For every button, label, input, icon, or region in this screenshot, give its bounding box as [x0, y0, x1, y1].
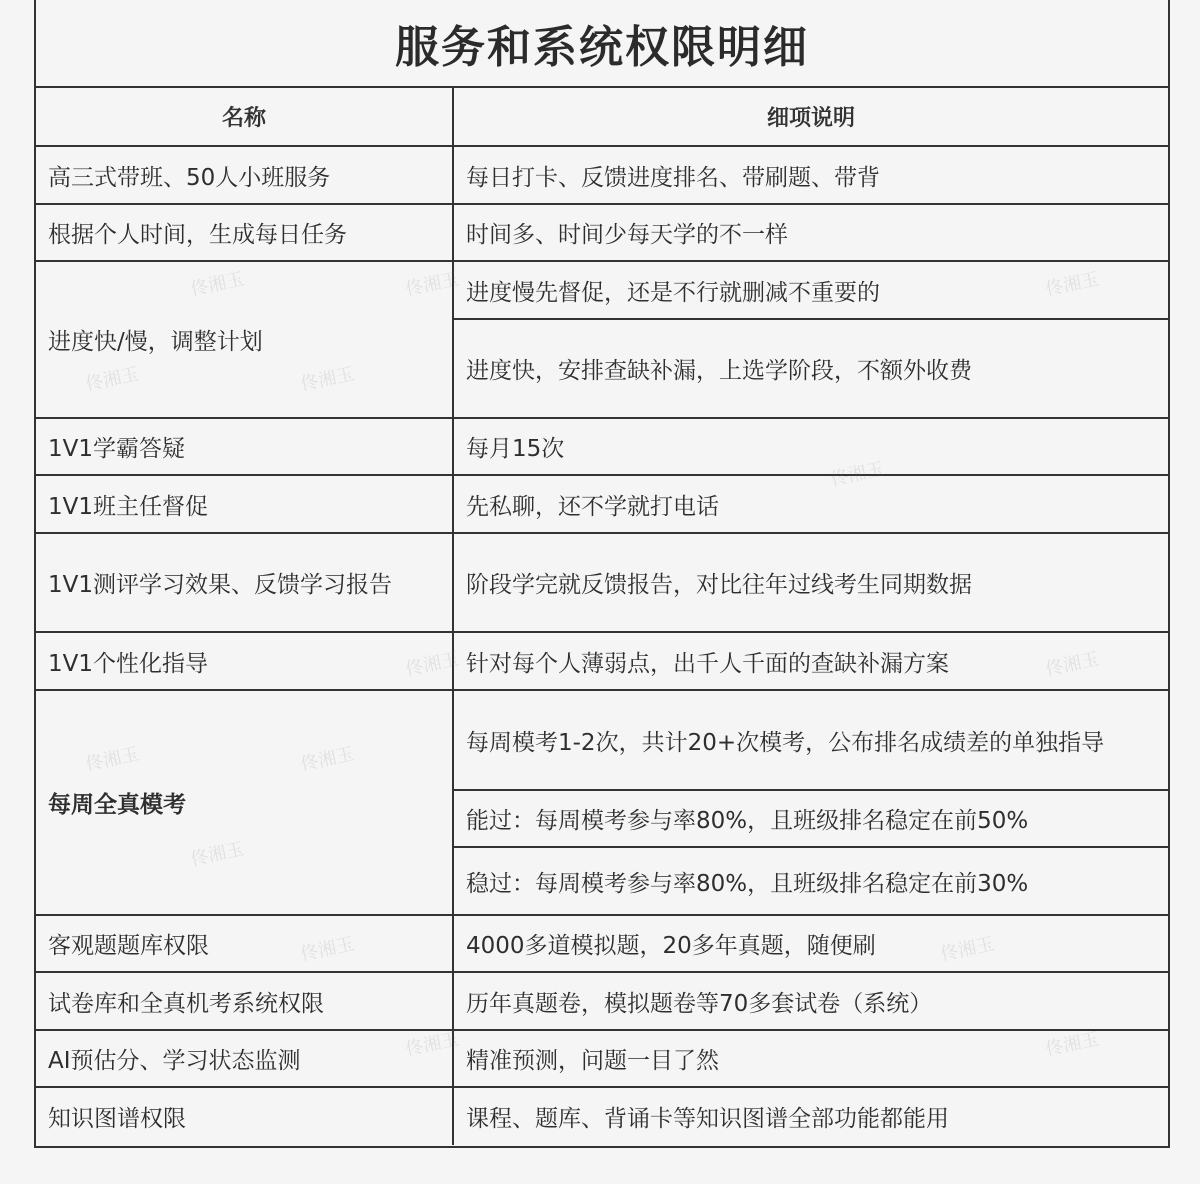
table-row	[36, 1087, 1168, 1145]
row-detail: 每周模考1-2次，共计20+次模考，公布排名成绩差的单独指导	[453, 690, 1168, 790]
row-detail: 每日打卡、反馈进度排名、带刷题、带背	[453, 146, 1168, 204]
table-row	[36, 146, 1168, 204]
table-row	[36, 690, 1168, 790]
row-name: 试卷库和全真机考系统权限	[36, 972, 453, 1030]
row-detail: 能过：每周模考参与率80%，且班级排名稳定在前50%	[453, 790, 1168, 847]
service-table	[36, 88, 1168, 1145]
row-name: 高三式带班、50人小班服务	[36, 146, 453, 204]
column-header-name: 名称	[36, 88, 453, 146]
row-detail: 阶段学完就反馈报告，对比往年过线考生同期数据	[453, 533, 1168, 632]
table-row	[36, 915, 1168, 972]
row-detail: 课程、题库、背诵卡等知识图谱全部功能都能用	[466, 1106, 949, 1132]
service-table-sheet	[34, 0, 1170, 1148]
row-detail: 进度快，安排查缺补漏，上选学阶段，不额外收费	[453, 319, 1168, 418]
row-detail: 稳过：每周模考参与率80%，且班级排名稳定在前30%	[453, 847, 1168, 915]
row-detail: 历年真题卷，模拟题卷等70多套试卷（系统）	[453, 972, 1168, 1030]
table-row	[36, 418, 1168, 475]
row-detail: 精准预测，问题一目了然	[453, 1030, 1168, 1087]
row-detail: 每月15次	[453, 418, 1168, 475]
row-name: AI预估分、学习状态监测	[36, 1030, 453, 1087]
row-name: 1V1班主任督促	[36, 475, 453, 533]
table-row	[36, 1030, 1168, 1087]
row-detail: 4000多道模拟题，20多年真题，随便刷	[453, 915, 1168, 972]
page-title: 服务和系统权限明细	[36, 0, 1168, 88]
row-name: 根据个人时间，生成每日任务	[36, 204, 453, 261]
row-name: 客观题题库权限	[36, 915, 453, 972]
table-row	[36, 632, 1168, 690]
row-detail: 时间多、时间少每天学的不一样	[453, 204, 1168, 261]
row-name: 1V1测评学习效果、反馈学习报告	[36, 533, 453, 632]
row-name: 1V1学霸答疑	[36, 418, 453, 475]
table-row	[36, 261, 1168, 319]
table-header-row	[36, 88, 1168, 146]
column-header-detail: 细项说明	[453, 88, 1168, 146]
row-detail: 先私聊，还不学就打电话	[453, 475, 1168, 533]
row-name: 进度快/慢，调整计划	[36, 261, 453, 418]
row-detail: 针对每个人薄弱点，出千人千面的查缺补漏方案	[453, 632, 1168, 690]
row-detail: 进度慢先督促，还是不行就删减不重要的	[453, 261, 1168, 319]
row-name: 1V1个性化指导	[36, 632, 453, 690]
row-name: 每周全真模考	[36, 690, 453, 915]
table-row	[36, 972, 1168, 1030]
table-row	[36, 204, 1168, 261]
table-row	[36, 533, 1168, 632]
row-name: 知识图谱权限	[36, 1087, 453, 1145]
table-row	[36, 475, 1168, 533]
